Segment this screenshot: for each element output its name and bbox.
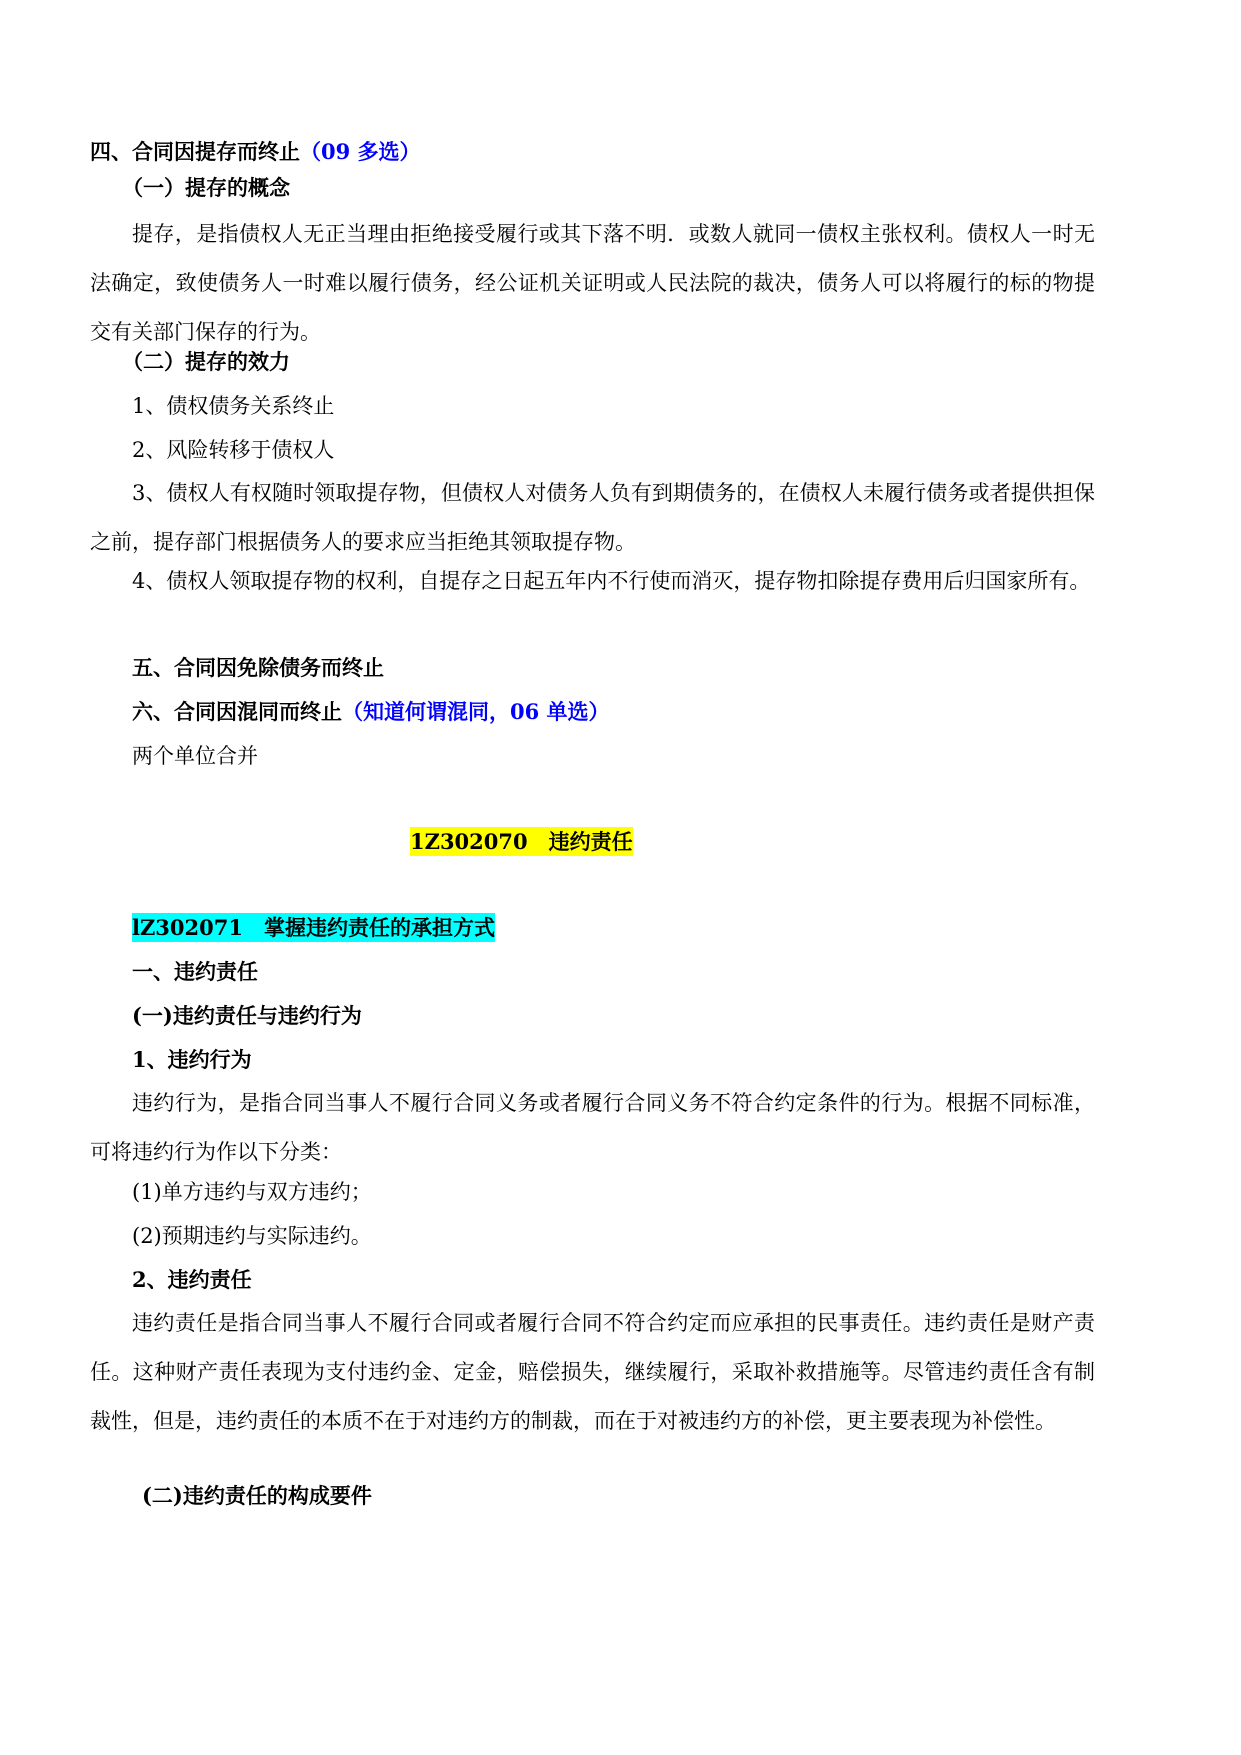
chapter-heading xyxy=(410,828,633,856)
heading-breach-act: 1、违约行为 xyxy=(132,1047,252,1072)
effect-item-4: 4、债权人领取提存物的权利，自提存之日起五年内不行使而消灭，提存物扣除提存费用后归国家所有。 xyxy=(132,569,1091,593)
subheading-concept: （一）提存的概念 xyxy=(122,175,290,200)
heading-liability: 一、违约责任 xyxy=(132,959,258,984)
topic-title: lZ302071 掌握违约责任的承担方式 xyxy=(132,915,495,940)
section-heading-6 xyxy=(132,698,610,726)
subheading-effect: （二）提存的效力 xyxy=(122,349,290,374)
heading-constituent-elements: (二)违约责任的构成要件 xyxy=(142,1483,372,1508)
merge-text: 两个单位合并 xyxy=(132,744,258,768)
paragraph-concept: 提存，是指债权人无正当理由拒绝接受履行或其下落不明．或数人就同一债权主张权利。债权人一时无法确定，致使债务人一时难以履行债务，经公证机关证明或人民法院的裁决，债务人可以将履行的标的物提交有关部门保存的行为。 xyxy=(90,222,1095,344)
section-title: 四、合同因提存而终止 xyxy=(90,139,300,164)
section-title: 六、合同因混同而终止 xyxy=(132,699,342,724)
section-heading-5: 五、合同因免除债务而终止 xyxy=(132,655,384,680)
heading-liability-and-breach: (一)违约责任与违约行为 xyxy=(132,1003,362,1028)
classification-item-2: (2)预期违约与实际违约。 xyxy=(132,1224,372,1248)
exam-note: （09 多选） xyxy=(300,139,421,164)
topic-heading xyxy=(132,914,495,942)
chapter-title: 1Z302070 违约责任 xyxy=(410,829,633,854)
classification-item-1: (1)单方违约与双方违约； xyxy=(132,1180,372,1204)
section-heading-4 xyxy=(90,138,421,166)
exam-note: （知道何谓混同，06 单选） xyxy=(342,699,610,724)
effect-item-2: 2、风险转移于债权人 xyxy=(132,438,335,462)
effect-item-1: 1、债权债务关系终止 xyxy=(132,394,335,418)
effect-item-3: 3、债权人有权随时领取提存物，但债权人对债务人负有到期债务的，在债权人未履行债务或者提供担保之前，提存部门根据债务人的要求应当拒绝其领取提存物。 xyxy=(90,481,1095,554)
paragraph-breach: 违约行为，是指合同当事人不履行合同义务或者履行合同义务不符合约定条件的行为。根据不同标准，可将违约行为作以下分类： xyxy=(90,1091,1095,1164)
heading-liability-definition: 2、违约责任 xyxy=(132,1267,252,1292)
paragraph-liability: 违约责任是指合同当事人不履行合同或者履行合同不符合约定而应承担的民事责任。违约责任是财产责任。这种财产责任表现为支付违约金、定金，赔偿损失，继续履行，采取补救措施等。尽管违约责任含有制裁性，但是，违约责任的本质不在于对违约方的制裁，而在于对被违约方的补偿，更主要表现为补偿性。 xyxy=(90,1311,1095,1433)
